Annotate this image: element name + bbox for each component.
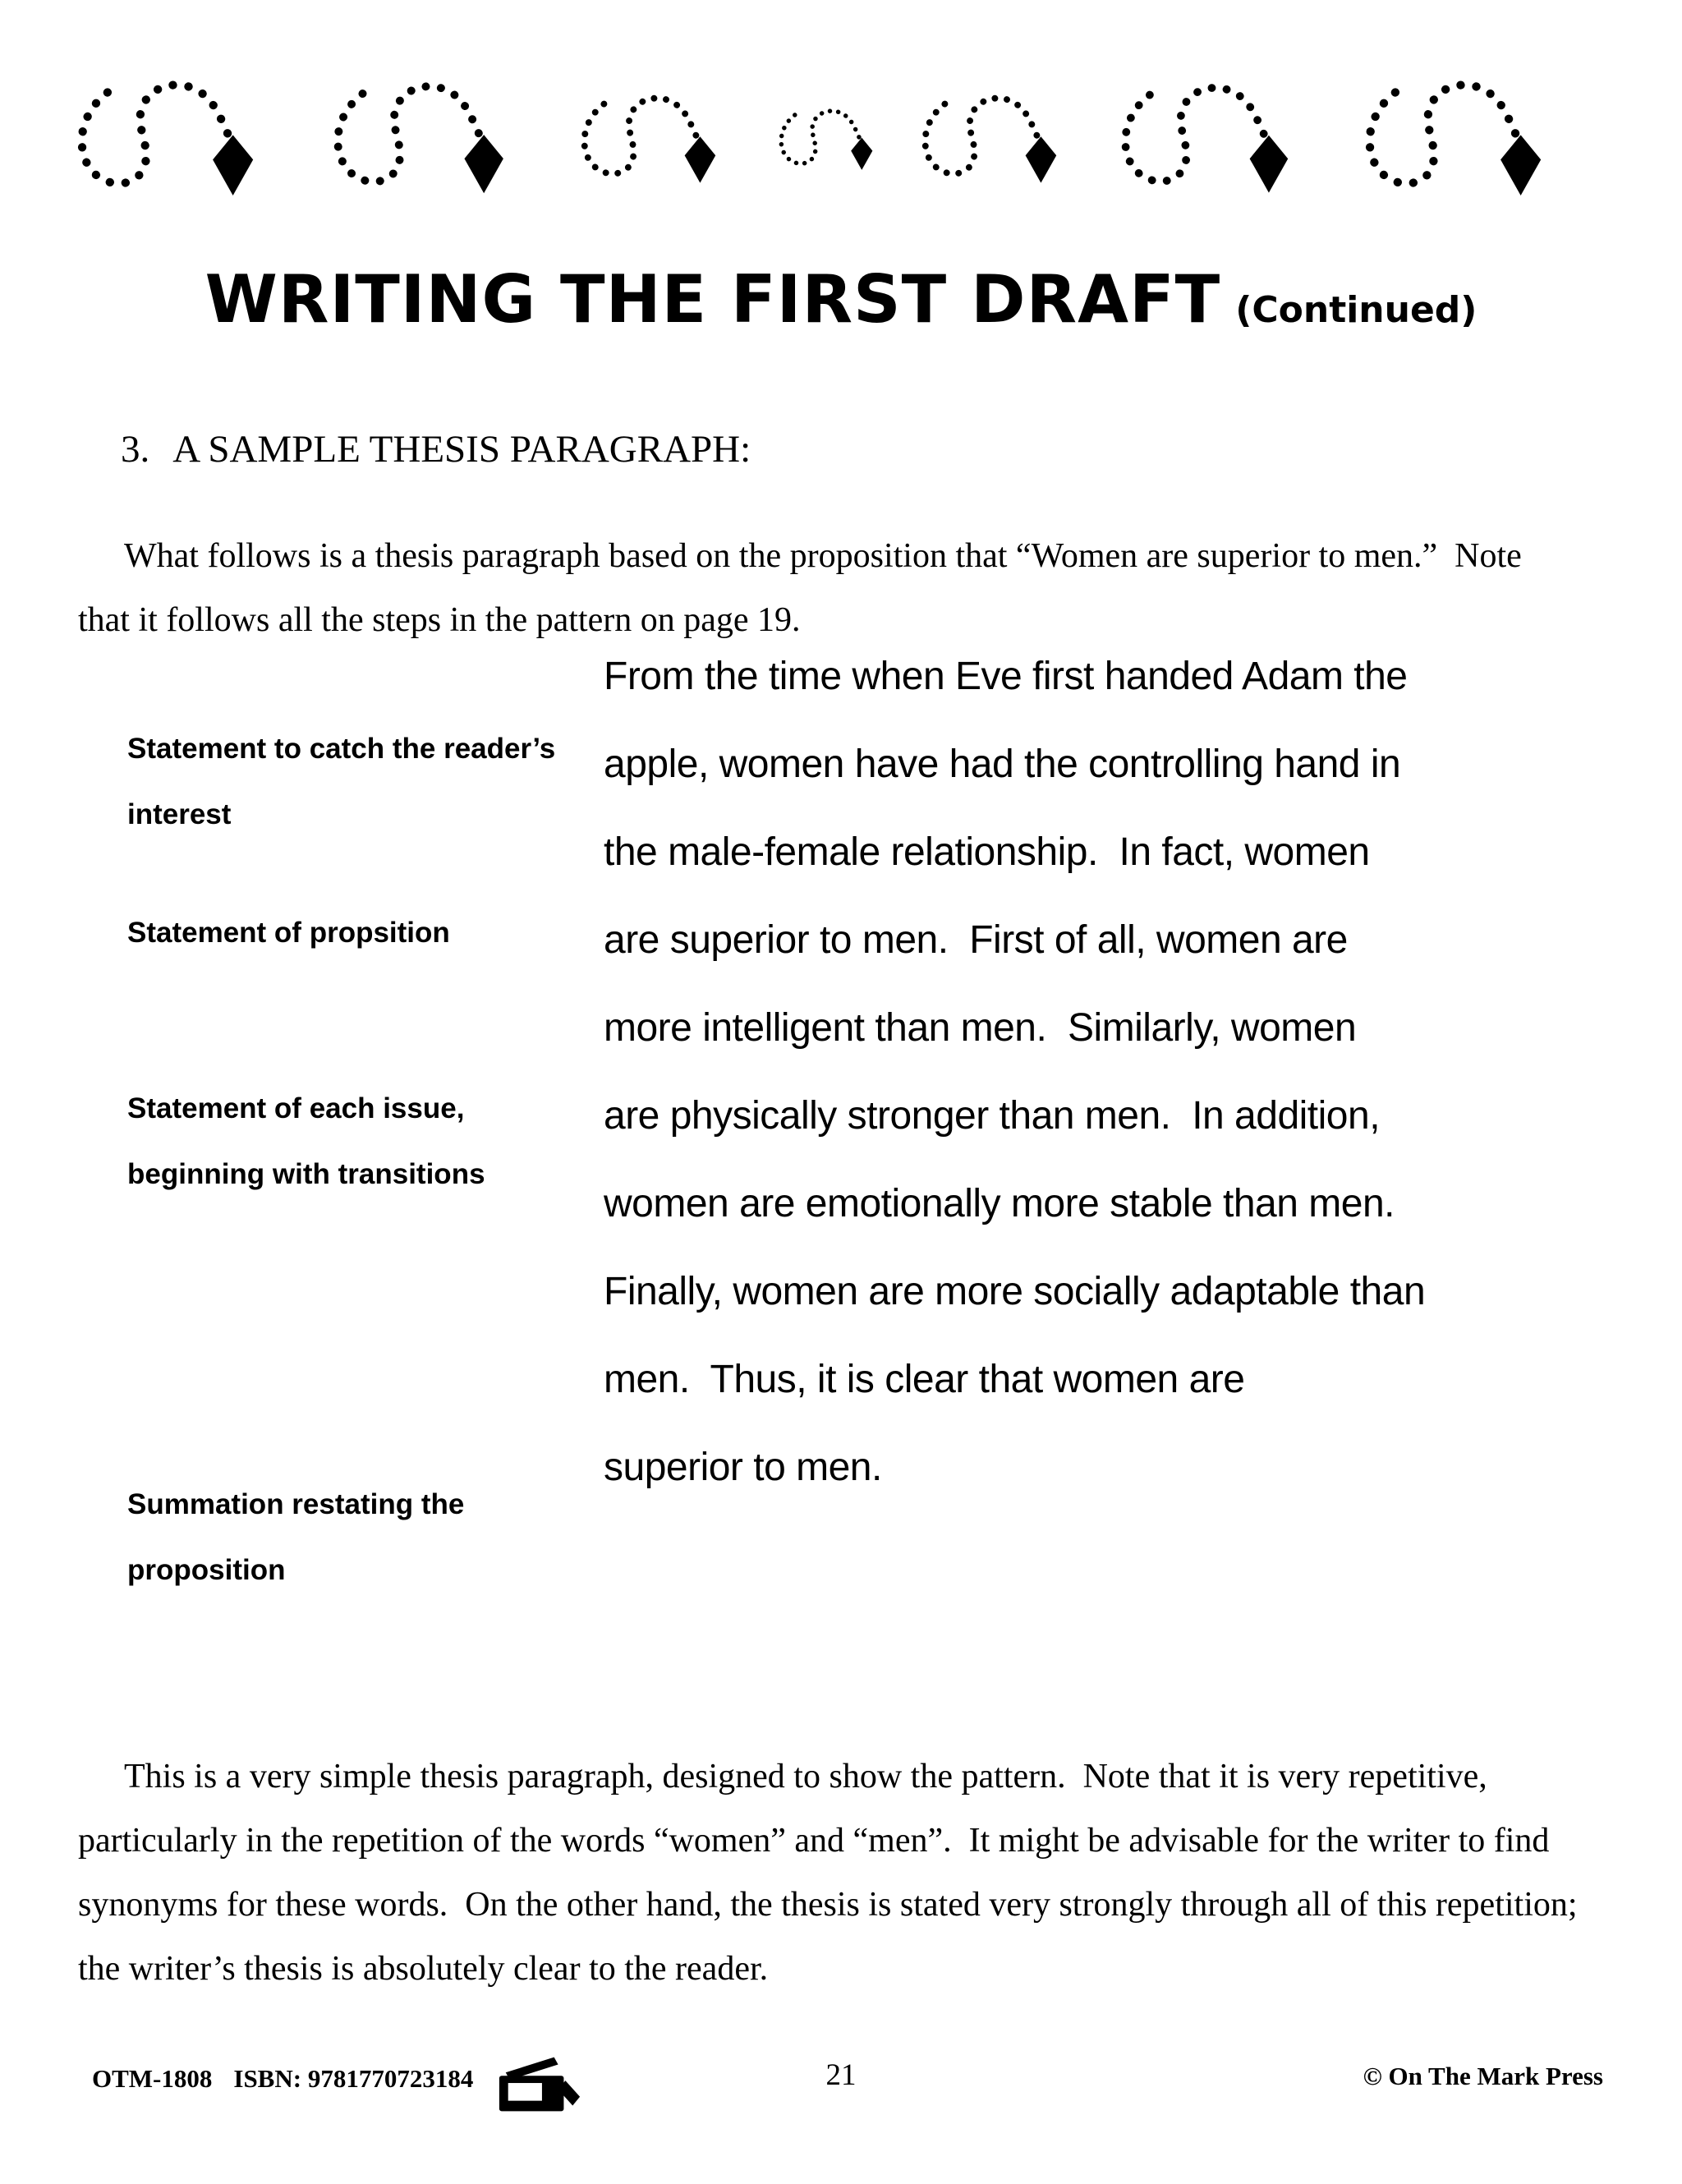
thesis-line: apple, women have had the controlling hand in xyxy=(604,743,1401,786)
thesis-line: are superior to men. First of all, women are xyxy=(604,918,1348,962)
page-top-decoration xyxy=(74,76,1608,207)
thesis-line: superior to men. xyxy=(604,1446,882,1489)
thesis-line: men. Thus, it is clear that women are xyxy=(604,1358,1245,1401)
dotted-swirl-icon xyxy=(777,108,908,175)
section-heading xyxy=(82,383,751,516)
dotted-swirl-icon xyxy=(1118,82,1352,201)
section-number: 3. xyxy=(121,428,150,471)
thesis-line: more intelligent than men. Similarly, women xyxy=(604,1006,1357,1050)
annotation-summation: Summation restating the proposition xyxy=(127,1488,465,1586)
thesis-line: are physically stronger than men. In addition, xyxy=(604,1094,1381,1138)
page-number: 21 xyxy=(825,2058,857,2092)
product-code: OTM-1808 xyxy=(92,2064,213,2093)
thesis-line: women are emotionally more stable than men. xyxy=(604,1182,1395,1225)
dotted-swirl-icon xyxy=(919,94,1108,190)
thesis-paragraph xyxy=(604,654,1589,1533)
dotted-swirl-icon xyxy=(1362,79,1608,205)
closing-paragraph: This is a very simple thesis paragraph, designed to show the pattern. Note that it is very repetitive, particularly in the repetition of the words “women” and “men”. It might be advisable for the writer to find synonyms for these words. On the other hand, the thesis is stated very strongly through all of this repetition; the writer’s thesis is absolutely clear to the reader. xyxy=(78,1758,1587,1988)
dotted-swirl-icon xyxy=(74,79,320,205)
page-title xyxy=(0,261,1682,338)
dotted-swirl-icon xyxy=(330,80,568,202)
publisher-credit: © On The Mark Press xyxy=(1363,2062,1603,2090)
annotation-reader-interest: Statement to catch the reader’s interest xyxy=(127,733,556,830)
dotted-swirl-icon xyxy=(578,94,767,190)
annotation-issues: Statement of each issue, beginning with transitions xyxy=(127,1092,485,1190)
section-heading-text: A SAMPLE THESIS PARAGRAPH: xyxy=(172,428,751,471)
intro-paragraph: What follows is a thesis paragraph based on the proposition that “Women are superior to men.” Note that it follows all the steps in the pattern on page 19. xyxy=(78,537,1531,639)
annotation-proposition: Statement of propsition xyxy=(127,917,450,949)
thesis-line: the male-female relationship. In fact, women xyxy=(604,830,1370,874)
page-title-suffix: (Continued) xyxy=(1235,289,1477,331)
thesis-line: From the time when Eve first handed Adam the xyxy=(604,655,1408,698)
thesis-line: Finally, women are more socially adaptable than xyxy=(604,1270,1426,1313)
page-title-text: WRITING THE FIRST DRAFT xyxy=(205,261,1221,338)
isbn: ISBN: 9781770723184 xyxy=(233,2064,474,2093)
